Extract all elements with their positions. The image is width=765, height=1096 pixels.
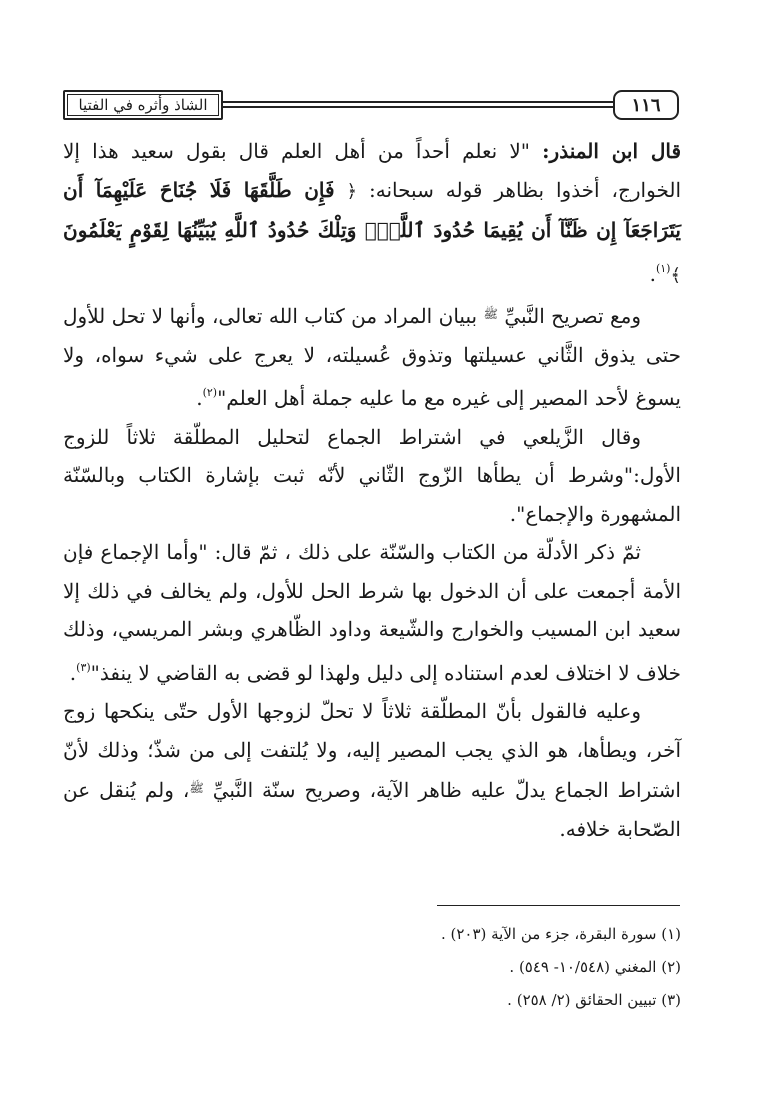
paragraph-1 <box>63 132 681 295</box>
ornate-bracket-open: ﴿ <box>346 180 358 202</box>
honorific-icon: ﷺ <box>189 781 204 795</box>
header-rule <box>223 101 613 108</box>
quote-lead: قال ابن المنذر: <box>542 139 682 163</box>
footnotes <box>300 918 681 1017</box>
paragraph-tail: . <box>196 386 203 410</box>
footnote-ref[interactable]: (٢) <box>202 386 218 399</box>
paragraph-tail: . <box>649 261 656 286</box>
paragraph-text: ، ولم يُنقل عن الصّحابة خلافه. <box>63 778 681 841</box>
paragraph-text: "لا نعلم أحداً من أهل العلم قال بقول سعيد هذا إلا الخوارج، أخذوا بظاهر قوله سبحانه: <box>63 139 682 202</box>
footnote-2: (٢) المغني (١٠/٥٤٨- ٥٤٩) . <box>509 958 681 976</box>
footnote-3: (٣) تبيين الحقائق (٢/ ٢٥٨) . <box>507 991 681 1009</box>
page-number: ١١٦ <box>613 90 679 120</box>
running-title: الشاذ وأثره في الفتيا <box>63 90 223 120</box>
paragraph-text: ومع تصريح النَّبيِّ <box>497 304 641 328</box>
paragraph-3: وقال الزَّيلعي في اشتراط الجماع لتحليل المطلّقة ثلاثاً للزوج الأول:"وشرط أن يطأها الزّوج الثّاني لأنّه ثبت بإشارة الكتاب وبالسّنّة المشهورة والإجماع". <box>63 424 681 526</box>
paragraph-4 <box>63 533 681 692</box>
footnote-1: (١) سورة البقرة، جزء من الآية (٢٠٣) . <box>440 925 681 943</box>
footnote-ref[interactable]: (٣) <box>76 660 91 674</box>
honorific-icon: ﷺ <box>483 307 498 321</box>
paragraph-tail: . <box>69 660 77 685</box>
paragraph-text: ثمّ ذكر الأدلّة من الكتاب والسّنّة على ذلك ، ثمّ قال: "وأما الإجماع فإن الأمة أجمعت على أن الدخول بها شرط الحل للأول، ولم يخالف في ذلك إلا سعيد ابن المسيب والخوارج والشّيعة وداود الظّاهري وبشر المريسي، وذلك خلاف لا اختلاف لعدم استناده إلى دليل ولهذا لو قضى به القاضي لا ينفذ" <box>63 540 681 685</box>
main-text <box>63 132 681 848</box>
paragraph-text: ببيان المراد من كتاب الله تعالى، وأنها لا تحل للأول حتى يذوق الثَّاني عسيلتها وتذوق عُسيلته، لا يعرج على شيء سواه، ولا يسوغ لأحد المصير إلى غيره مع ما عليه جملة أهل العلم" <box>63 304 681 410</box>
ornate-bracket-close: ﴾ <box>670 264 681 286</box>
footnote-ref[interactable]: (١) <box>655 261 671 275</box>
quran-verse: فَإِن طَلَّقَهَا فَلَا جُنَاحَ عَلَيْهِمَآ أَن يَتَرَاجَعَآ إِن ظَنَّآ أَن يُقِيمَا حُدُودَ ٱللَّهِۗ وَتِلْكَ حُدُودُ ٱللَّهِ يُبَيِّنُهَا لِقَوْمٍ يَعْلَمُونَ <box>63 177 681 242</box>
paragraph-text: وعليه فالقول بأنّ المطلّقة ثلاثاً لا تحلّ لزوجها الأول حتّى ينكحها زوج آخر، ويطأها، هو الذي يجب المصير إليه، ولا يُلتفت إلى من شذّ؛ وذلك لأنّ اشتراط الجماع يدلّ عليه ظاهر الآية، وصريح سنّة النَّبيِّ <box>63 699 681 802</box>
page-header <box>63 88 679 122</box>
footnote-separator <box>437 905 680 906</box>
paragraph-2 <box>63 295 681 418</box>
paragraph-5 <box>63 692 681 848</box>
